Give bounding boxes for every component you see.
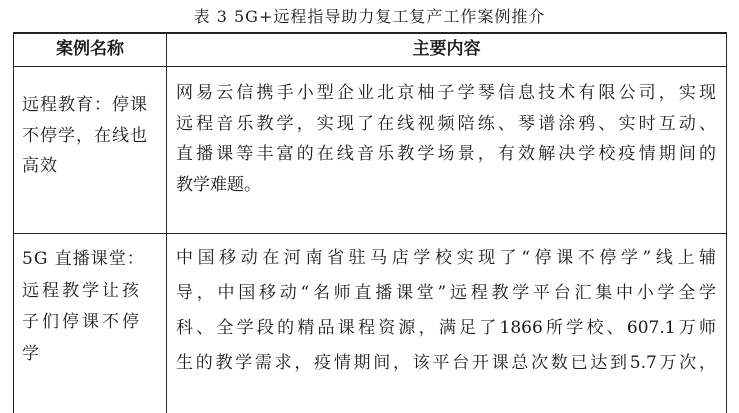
case-name-line: 远程教育：停课 [22,95,148,115]
header-main-content: 主要内容 [412,39,481,59]
table-left-rule [13,32,14,413]
content-line: 导，中国移动“名师直播课堂”远程教学平台汇集中小学全学 [176,283,716,303]
case-name-line: 高效 [22,156,58,176]
case-name-line: 远程教学让孩 [22,280,142,301]
content-line: 生的教学需求，疫情期间，该平台开课总次数已达到5.7万次， [176,353,716,373]
content-line: 教学难题。 [176,174,261,195]
content-line: 科、全学段的精品课程资源，满足了1866所学校、607.1万师 [176,318,716,338]
content-line: 远程音乐教学，实现了在线视频陪练、琴谱涂鸦、实时互动、 [176,113,716,134]
case-name-line: 子们停课不停 [22,312,142,332]
table-right-rule [726,32,727,413]
case-name-line: 5G 直播课堂： [22,249,145,269]
content-line: 中国移动在河南省驻马店学校实现了“停课不停学”线上辅 [176,248,716,268]
case-name-line: 学 [22,343,40,364]
case-name-line: 不停学，在线也 [22,125,148,146]
content-line: 网易云信携手小型企业北京柚子学琴信息技术有限公司，实现 [176,83,716,103]
row-1-content [176,78,716,200]
row-divider [13,233,727,234]
table-caption: 表 3 5G+远程指导助力复工复产工作案例推介 [193,7,546,26]
column-divider [166,32,167,413]
row-2-case-name [22,244,162,370]
header-bottom-rule [13,66,727,67]
content-line: 直播课等丰富的在线音乐教学场景，有效解决学校疫情期间的 [176,144,716,164]
row-2-content [176,241,716,381]
header-case-name: 案例名称 [56,39,124,59]
row-1-case-name [22,90,162,182]
